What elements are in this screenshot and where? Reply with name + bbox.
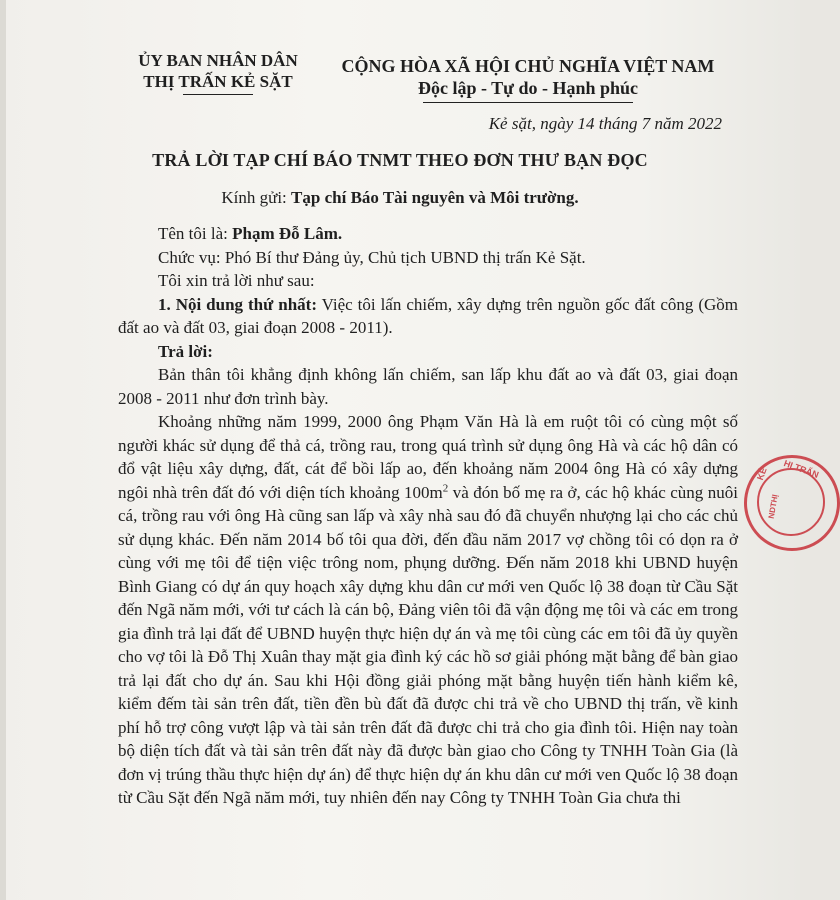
author-name-label: Tên tôi là: — [158, 224, 233, 243]
recipient-line — [0, 188, 800, 208]
area-superscript: 2 — [442, 481, 449, 494]
answer-paragraph-2 — [118, 410, 738, 810]
para-2-part-b: và đón bố mẹ ra ở, các hộ khác cùng nuôi cá, trồng rau với ông Hà cũng san lấp và xây nhà sau đó đã chuyển nhượng lại cho các chủ sử dụng khác. Đến năm 2014 bố tôi qua đời, đến đầu năm 2017 vợ chồng tôi có dọn ra ở cùng với mẹ tôi để tiện việc trông nom, phụng dưỡng. Đến năm 2018 khi UBND huyện Bình Giang có dự án quy hoạch xây dựng khu dân cư mới ven Quốc lộ 38 đoạn từ Cầu Sặt đến Ngã năm mới, với tư cách là cán bộ, Đảng viên tôi đã vận động mẹ tôi và các em trong gia đình trả lại đất để UBND huyện thực hiện dự án và mẹ tôi cùng các em tôi đã ủy quyền cho vợ tôi là Đỗ Thị Xuân thay mặt gia đình ký các hồ sơ giải phóng mặt bằng để bàn giao trả lại đất cho dự án. Sau khi Hội đồng giải phóng mặt bằng huyện tiến hành kiểm kê, kiểm đếm tài sản trên đất, tiền đền bù đất đã được chi trả về cho UBND thị trấn, về kinh phí hỗ trợ công vượt lập và tài sản trên đất đã được chi trả cho gia đình tôi. Hiện nay toàn bộ diện tích đất và tài sản trên đất này đã được bàn giao cho Công ty TNHH Toàn Gia (là đơn vị trúng thầu thực hiện dự án) để thực hiện dự án khu dân cư mới ven Quốc lộ 38 đoạn từ Cầu Sặt đến Ngã năm mới, tuy nhiên đến nay Công ty TNHH Toàn Gia chưa thi — [118, 482, 738, 807]
issuing-organization — [118, 50, 318, 95]
document-body — [118, 222, 738, 810]
national-motto — [318, 55, 738, 103]
answer-heading — [118, 340, 738, 364]
red-seal-stamp — [744, 455, 840, 551]
author-position: Chức vụ: Phó Bí thư Đảng ủy, Chủ tịch UBND thị trấn Kẻ Sặt. — [158, 247, 586, 267]
seal-text-side: NDTHỊ — [766, 493, 780, 520]
document-title: TRẢ LỜI TẠP CHÍ BÁO TNMT THEO ĐƠN THƯ BẠN ĐỌC — [152, 150, 648, 170]
item-1-label: 1. Nội dung thứ nhất: — [158, 294, 317, 314]
reply-intro: Tôi xin trả lời như sau: — [158, 271, 315, 290]
seal-text-top: HỊ TRẤN — [782, 458, 821, 480]
item-1 — [118, 293, 738, 340]
author-name: Phạm Đỗ Lâm. — [232, 224, 343, 243]
motto-underline — [423, 102, 633, 103]
nation-line-2: Độc lập - Tự do - Hạnh phúc — [417, 78, 639, 98]
org-underline — [183, 94, 253, 95]
org-line-1: ỦY BAN NHÂN DÂN — [138, 51, 298, 70]
page-edge — [0, 0, 6, 900]
seal-text-left: KẺ — [755, 466, 769, 482]
recipient-label: Kính gửi: — [221, 188, 292, 207]
document-date: Kẻ sặt, ngày 14 tháng 7 năm 2022 — [488, 114, 722, 133]
recipient-name: Tạp chí Báo Tài nguyên và Môi trường. — [291, 188, 579, 207]
nation-line-1: CỘNG HÒA XÃ HỘI CHỦ NGHĨA VIỆT NAM — [341, 56, 715, 76]
author-name-line — [118, 222, 738, 246]
org-line-2: THỊ TRẤN KẺ SẶT — [143, 72, 293, 91]
item-1-text: Việc tôi lấn chiếm, xây dựng trên nguồn gốc đất công (Gồm đất ao và đất 03, giai đoạn 2008 - 2011). — [118, 294, 738, 337]
para-2-part-a: Khoảng những năm 1999, 2000 ông Phạm Văn Hà là em ruột tôi có cùng một số người khác sử dụng để thả cá, trồng rau, trong quá trình sử dụng ông Hà và các hộ dân có đổ vật liệu xây dựng, đất, cát để bồi lấp ao, đến khoảng năm 2004 ông Hà có xây dựng ngôi nhà trên đất đó với diện tích khoảng 100m — [118, 412, 738, 502]
answer-label: Trả lời: — [158, 341, 213, 361]
answer-paragraph-1: Bản thân tôi khẳng định không lấn chiếm, san lấp khu đất ao và đất 03, giai đoạn 2008 - 2011 như đơn trình bày. — [118, 365, 738, 408]
